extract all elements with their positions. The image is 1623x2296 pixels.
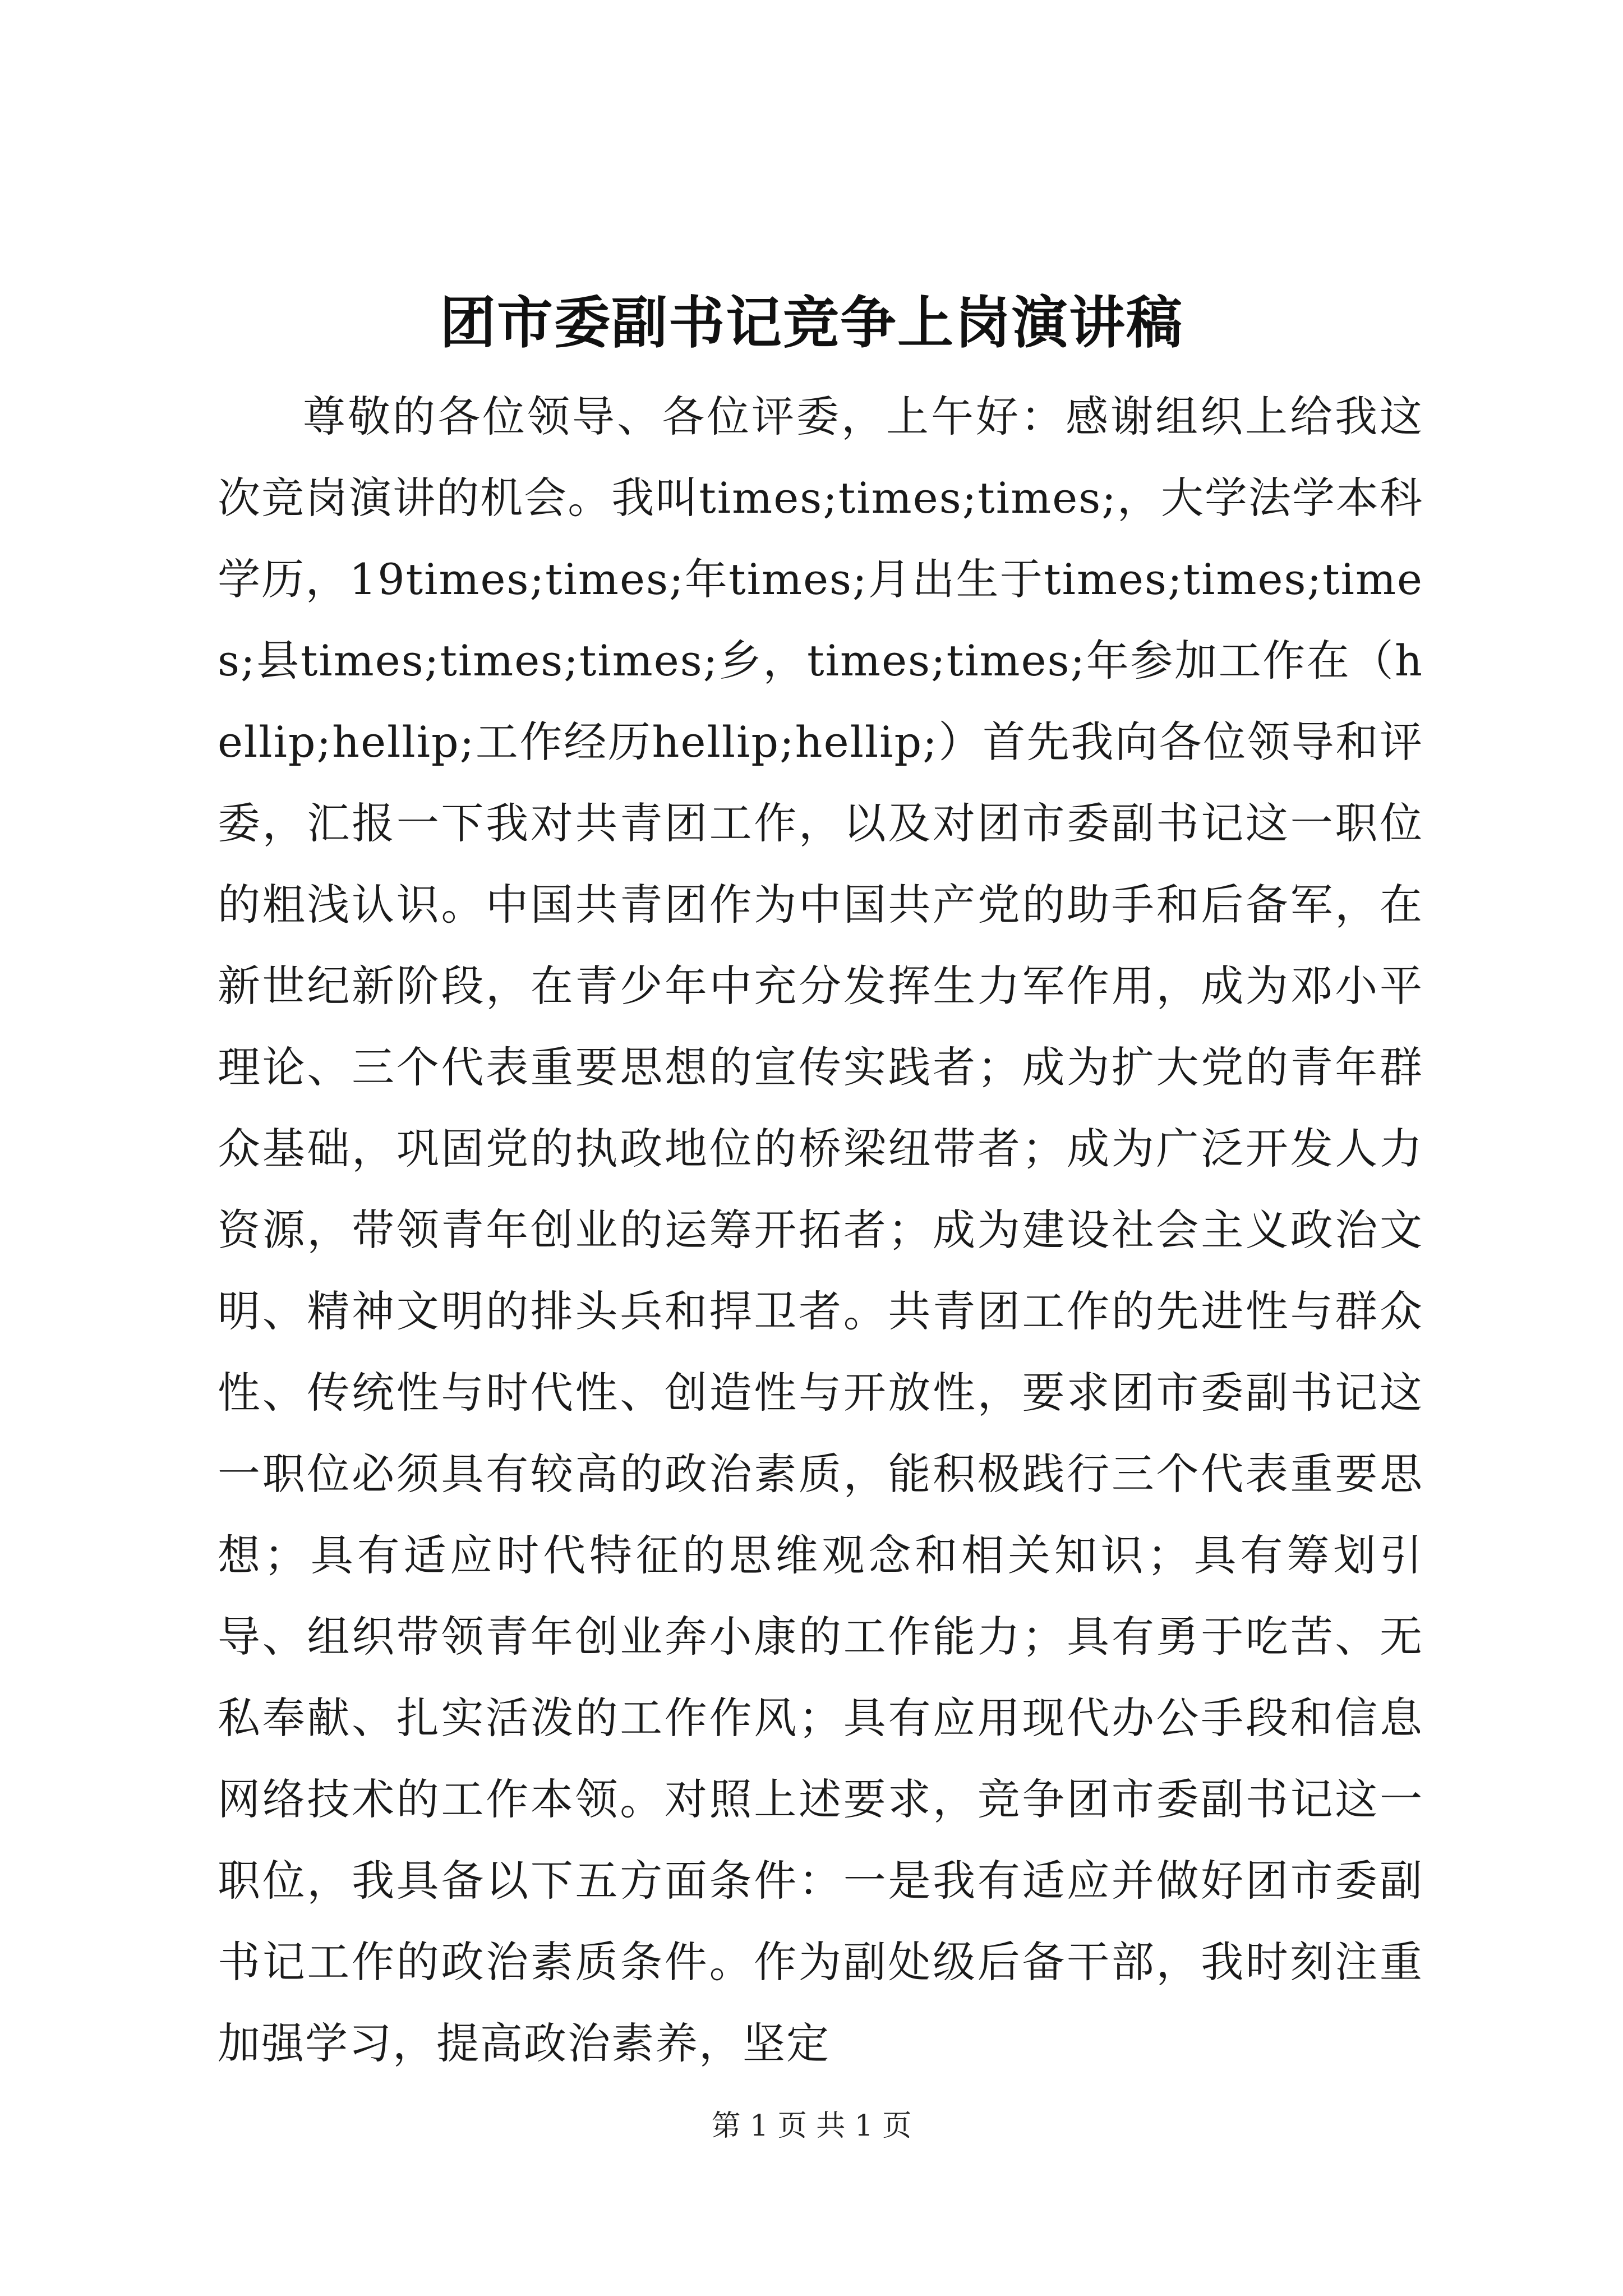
body-paragraph: 尊敬的各位领导、各位评委，上午好：感谢组织上给我这次竞岗演讲的机会。我叫times;times;times;，大学法学本科学历，19times;times;年times;月出生于times;times;times;县times;times;times;乡，times;times;年参加工作在（hellip;hellip;工作经历hellip;hellip;）首先我向各位领导和评委，汇报一下我对共青团工作，以及对团市委副书记这一职位的粗浅认识。中国共青团作为中国共产党的助手和后备军，在新世纪新阶段，在青少年中充分发挥生力军作用，成为邓小平理论、三个代表重要思想的宣传实践者；成为扩大党的青年群众基础，巩固党的执政地位的桥梁纽带者；成为广泛开发人力资源，带领青年创业的运筹开拓者；成为建设社会主义政治文明、精神文明的排头兵和捍卫者。共青团工作的先进性与群众性、传统性与时代性、创造性与开放性，要求团市委副书记这一职位必须具有较高的政治素质，能积极践行三个代表重要思想；具有适应时代特征的思维观念和相关知识；具有筹划引导、组织带领青年创业奔小康的工作能力；具有勇于吃苦、无私奉献、扎实活泼的工作作风；具有应用现代办公手段和信息网络技术的工作本领。对照上述要求，竞争团市委副书记这一职位，我具备以下五方面条件：一是我有适应并做好团市委副书记工作的政治素质条件。作为副处级后备干部，我时刻注重加强学习，提高政治素养，坚定 [218, 392, 1423, 2068]
document-body [218, 376, 1423, 2068]
document-title: 团市委副书记竞争上岗演讲稿 [440, 289, 1183, 356]
page-number-footer: 第 1 页 共 1 页 [711, 2109, 912, 2143]
